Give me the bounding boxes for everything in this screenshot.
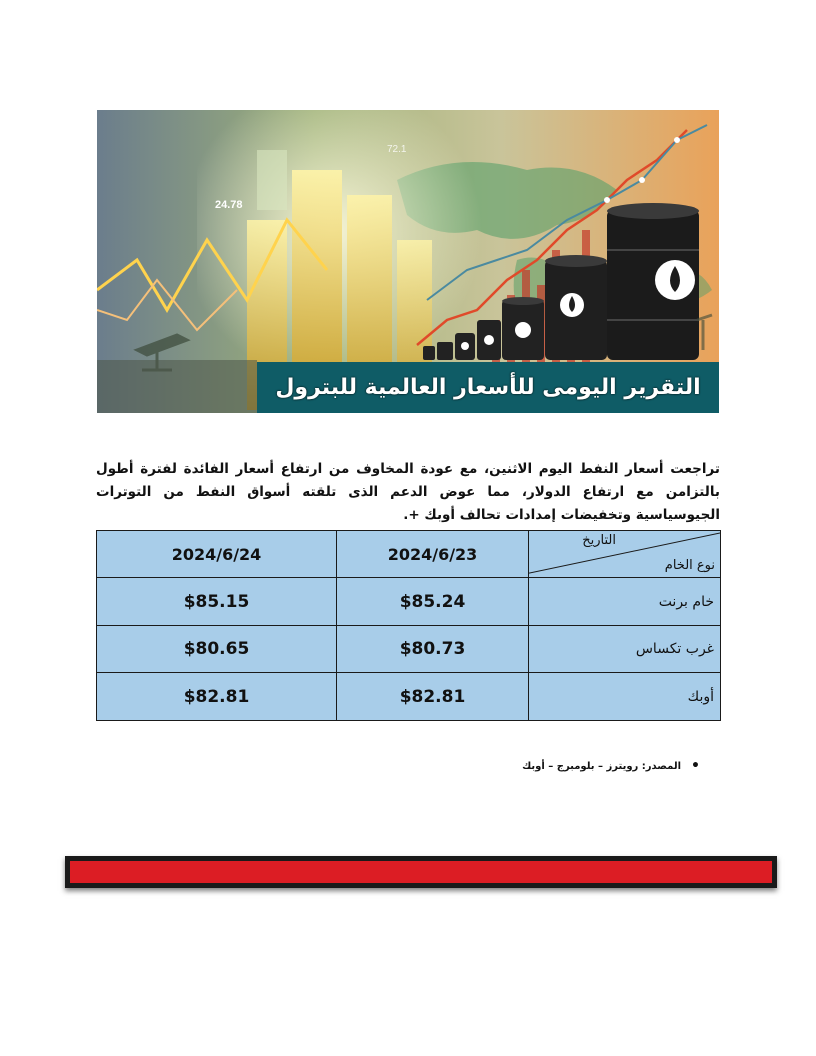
source-line	[480, 758, 700, 774]
oil-banner-image	[97, 110, 719, 413]
crude-name: أوبك	[529, 673, 721, 721]
table-row	[97, 673, 721, 721]
price-cell: $82.81	[97, 673, 337, 721]
table-row	[97, 626, 721, 673]
intro-paragraph: تراجعت أسعار النفط اليوم الاثنين، مع عودة المخاوف من ارتفاع أسعار الفائدة لفترة أطول بالتزامن مع ارتفاع الدولار، مما عوض الدعم الذى تلقته أسواق النفط من التوترات الجيوسياسية وتخفيضات إمدادات تحالف أوبك +.	[96, 460, 720, 523]
price-cell: $85.15	[97, 578, 337, 626]
report-title: التقرير اليومى للأسعار العالمية للبترول	[257, 362, 719, 413]
ticker-label: 72.1	[387, 144, 407, 155]
crude-name: غرب تكساس	[529, 626, 721, 673]
oil-barrel-icon	[423, 346, 435, 360]
header-date-label: التاريخ	[582, 533, 616, 548]
bullet-icon: •	[691, 758, 700, 774]
price-cell: $80.65	[97, 626, 337, 673]
price-cell: $82.81	[337, 673, 529, 721]
footer-red-bar	[65, 856, 777, 888]
crude-name: خام برنت	[529, 578, 721, 626]
oil-barrel-icon	[502, 297, 544, 360]
header-crude-label: نوع الخام	[664, 558, 715, 573]
oil-barrel-icon	[607, 203, 699, 360]
oil-barrel-icon	[437, 342, 453, 360]
oil-barrel-icon	[545, 255, 607, 360]
oil-price-table	[96, 530, 721, 721]
oil-barrel-icon	[455, 333, 475, 360]
diagonal-header-cell	[529, 531, 721, 578]
oil-barrel-icon	[477, 320, 501, 360]
source-text: المصدر: رويترز – بلومبرج – أوبك	[522, 760, 682, 772]
table-header-row	[97, 531, 721, 578]
table-row	[97, 578, 721, 626]
date-column-header: 2024/6/23	[337, 531, 529, 578]
price-cell: $85.24	[337, 578, 529, 626]
ticker-label: 24.78	[215, 199, 243, 211]
footer-red-bar-fill	[70, 861, 772, 883]
date-column-header: 2024/6/24	[97, 531, 337, 578]
price-cell: $80.73	[337, 626, 529, 673]
